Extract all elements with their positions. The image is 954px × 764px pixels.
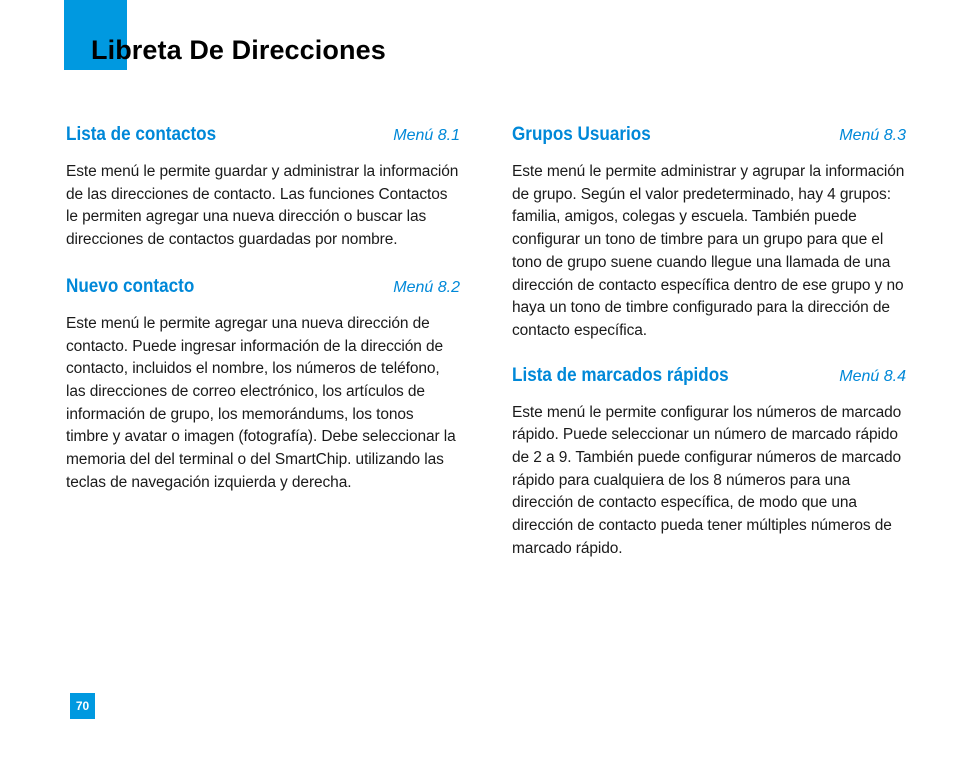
menu-reference: Menú 8.4 [839, 367, 906, 385]
page-title: Libreta De Direcciones [91, 35, 386, 65]
section-header [512, 124, 906, 152]
section-title: Nuevo contacto [66, 275, 195, 297]
section-title: Lista de marcados rápidos [512, 364, 729, 386]
menu-reference: Menú 8.2 [393, 278, 460, 296]
section-header [512, 365, 906, 393]
section-lista-de-marcados-rapidos [512, 365, 906, 561]
section-title: Grupos Usuarios [512, 124, 651, 145]
section-lista-de-contactos [66, 124, 460, 252]
section-body: Este menú le permite configurar los números de marcado rápido. Puede seleccionar un número de marcado rápido de 2 a 9. También puede configurar números de marcado rápido para cualquiera de los 8 números para una dirección de contacto específica, de modo que una dirección de contacto pueda tener múltiples números de marcado rápido. [512, 403, 902, 557]
page-number: 70 [70, 693, 95, 719]
left-column [66, 124, 460, 494]
section-grupos-usuarios [512, 124, 906, 343]
section-body: Este menú le permite agregar una nueva dirección de contacto. Puede ingresar información de la dirección de contacto, incluidos el nombre, los números de teléfono, las direcciones de correo electrónico, los artículos de información de grupo, los memorándums, los tonos timbre y avatar o imagen (fotografía). Debe seleccionar la memoria del del terminal o del SmartChip. utilizando las teclas de navegación izquierda y derecha. [66, 314, 456, 491]
section-header [66, 124, 460, 152]
menu-reference: Menú 8.3 [839, 127, 906, 144]
section-body: Este menú le permite guardar y administrar la información de las direcciones de contacto. Las funciones Contactos le permiten agregar una nueva dirección o buscar las direcciones de contactos guardadas por nombre. [66, 163, 459, 249]
menu-reference: Menú 8.1 [393, 127, 460, 144]
section-body: Este menú le permite administrar y agrupar la información de grupo. Según el valor predeterminado, hay 4 grupos: familia, amigos, colegas y escuela. También puede configurar un tono de timbre para un grupo para que el tono de grupo suene cuando llegue una llamada de una dirección de contacto específica dentro de ese grupo y no haya un tono de timbre configurado para la dirección de contacto específica. [512, 163, 905, 339]
section-nuevo-contacto [66, 276, 460, 495]
right-column [512, 124, 906, 561]
section-title: Lista de contactos [66, 124, 217, 145]
section-header [66, 276, 460, 304]
